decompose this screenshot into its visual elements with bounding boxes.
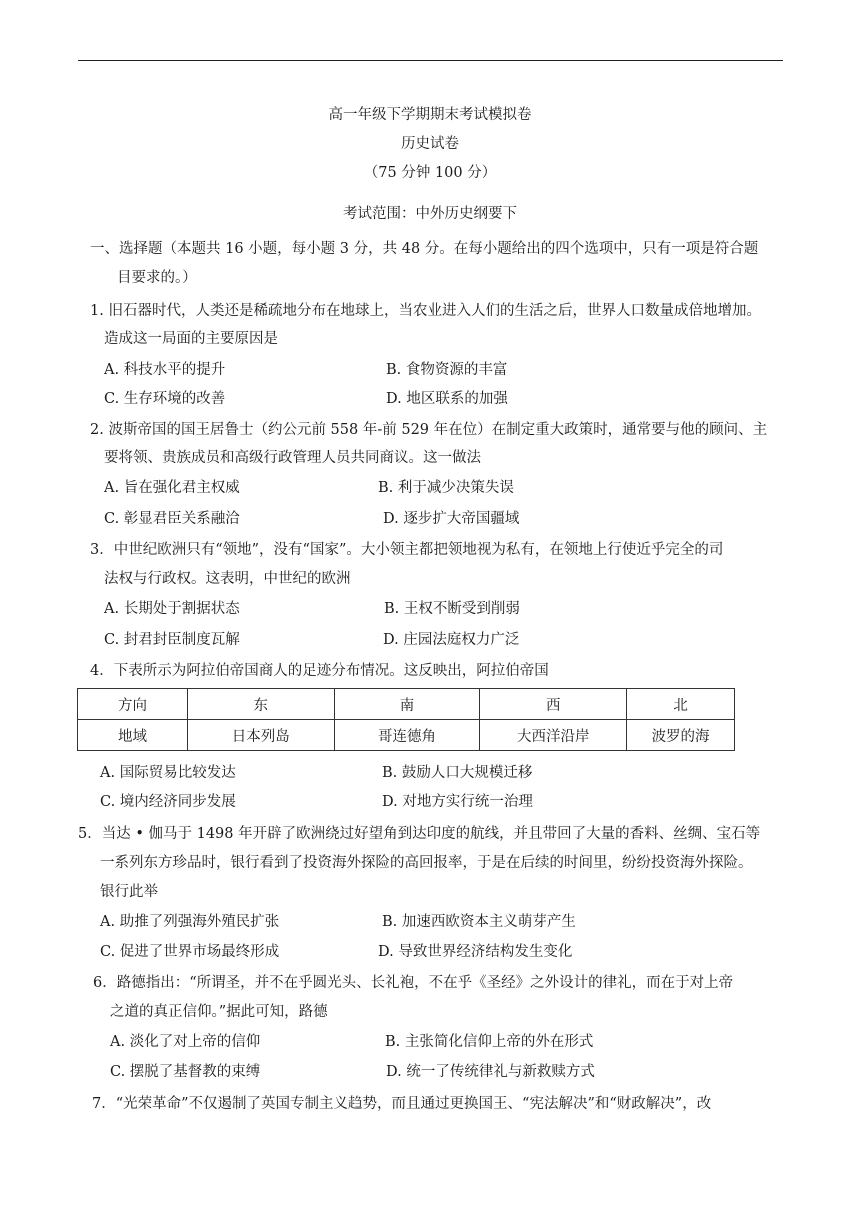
table-cell: 大西洋沿岸 — [480, 720, 627, 751]
question-6-option-c: C. 摆脱了基督教的束缚 — [110, 1064, 261, 1080]
question-3-option-c: C. 封君封臣制度瓦解 — [104, 632, 240, 648]
table-cell: 南 — [334, 689, 480, 720]
question-2-stem: 要将领、贵族成员和高级行政管理人员共同商议。这一做法 — [104, 450, 481, 466]
question-3-stem: 3．中世纪欧洲只有“领地”，没有“国家”。大小领主都把领地视为私有，在领地上行使近乎完全的司 — [90, 542, 724, 558]
header-rule — [78, 60, 783, 61]
question-2-option-d: D. 逐步扩大帝国疆域 — [383, 511, 520, 527]
question-6-option-d: D. 统一了传统律礼与新救赎方式 — [386, 1064, 595, 1080]
question-4-option-d: D. 对地方实行统一治理 — [382, 794, 533, 810]
question-5-option-b: B. 加速西欧资本主义萌芽产生 — [382, 914, 576, 930]
question-4-stem: 4．下表所示为阿拉伯帝国商人的足迹分布情况。这反映出，阿拉伯帝国 — [90, 663, 549, 679]
table-cell: 西 — [480, 689, 627, 720]
question-1-stem: 造成这一局面的主要原因是 — [104, 331, 278, 347]
question-2-option-b: B. 利于减少决策失误 — [378, 480, 514, 496]
table-cell: 地域 — [78, 720, 188, 751]
section-heading: 一、选择题（本题共 16 小题，每小题 3 分，共 48 分。在每小题给出的四个选项中，只有一项是符合题 — [90, 241, 759, 257]
table-cell: 方向 — [78, 689, 188, 720]
section-heading-cont: 目要求的。） — [117, 270, 197, 286]
question-5-stem: 银行此举 — [100, 884, 158, 900]
question-6-option-a: A. 淡化了对上帝的信仰 — [110, 1034, 261, 1050]
table-cell: 哥连德角 — [334, 720, 480, 751]
question-4-option-b: B. 鼓励人口大规模迁移 — [382, 765, 533, 781]
trade-region-table — [77, 688, 735, 751]
question-3-option-b: B. 王权不断受到削弱 — [384, 601, 520, 617]
question-5-option-a: A. 助推了列强海外殖民扩张 — [100, 914, 280, 930]
question-6-stem: 之道的真正信仰。”据此可知，路德 — [110, 1004, 328, 1020]
question-1-option-a: A. 科技水平的提升 — [104, 362, 226, 378]
question-1-option-d: D. 地区联系的加强 — [386, 391, 508, 407]
exam-time-score: （75 分钟 100 分） — [363, 165, 497, 181]
table-cell: 日本列岛 — [187, 720, 334, 751]
question-4-option-a: A. 国际贸易比较发达 — [100, 765, 236, 781]
table-cell: 东 — [187, 689, 334, 720]
table-cell: 波罗的海 — [627, 720, 735, 751]
question-2-option-c: C. 彰显君臣关系融洽 — [104, 511, 240, 527]
question-4-option-c: C. 境内经济同步发展 — [100, 794, 236, 810]
question-2-option-a: A. 旨在强化君主权威 — [104, 480, 240, 496]
question-6-stem: 6．路德指出：“所谓圣，并不在乎圆光头、长礼袍，不在乎《圣经》之外设计的律礼，而在于对上帝 — [93, 975, 734, 991]
question-5-option-c: C. 促进了世界市场最终形成 — [100, 944, 280, 960]
question-2-stem: 2. 波斯帝国的国王居鲁士（约公元前 558 年-前 529 年在位）在制定重大政策时，通常要与他的顾问、主 — [90, 422, 768, 438]
question-3-option-a: A. 长期处于割据状态 — [104, 601, 240, 617]
question-1-option-b: B. 食物资源的丰富 — [386, 362, 508, 378]
question-3-stem: 法权与行政权。这表明，中世纪的欧洲 — [104, 571, 351, 587]
table-header-row — [78, 689, 735, 720]
exam-subject: 历史试卷 — [401, 136, 459, 152]
question-1-stem: 1. 旧石器时代，人类还是稀疏地分布在地球上，当农业进入人们的生活之后，世界人口数量成倍地增加。 — [90, 303, 761, 319]
exam-title: 高一年级下学期期末考试模拟卷 — [328, 107, 532, 123]
question-3-option-d: D. 庄园法庭权力广泛 — [383, 632, 520, 648]
question-5-option-d: D. 导致世界经济结构发生变化 — [378, 944, 573, 960]
question-6-option-b: B. 主张简化信仰上帝的外在形式 — [385, 1034, 594, 1050]
exam-scope: 考试范围：中外历史纲要下 — [343, 206, 517, 222]
question-5-stem: 5．当达 • 伽马于 1498 年开辟了欧洲绕过好望角到达印度的航线，并且带回了大量的香料、丝绸、宝石等 — [78, 826, 761, 842]
question-5-stem: 一系列东方珍品时，银行看到了投资海外探险的高回报率，于是在后续的时间里，纷纷投资海外探险。 — [100, 855, 753, 871]
question-1-option-c: C. 生存环境的改善 — [104, 391, 226, 407]
table-cell: 北 — [627, 689, 735, 720]
question-7-stem: 7．“光荣革命”不仅遏制了英国专制主义趋势，而且通过更换国王、“宪法解决”和“财政解决”，改 — [92, 1096, 712, 1112]
table-row — [78, 720, 735, 751]
